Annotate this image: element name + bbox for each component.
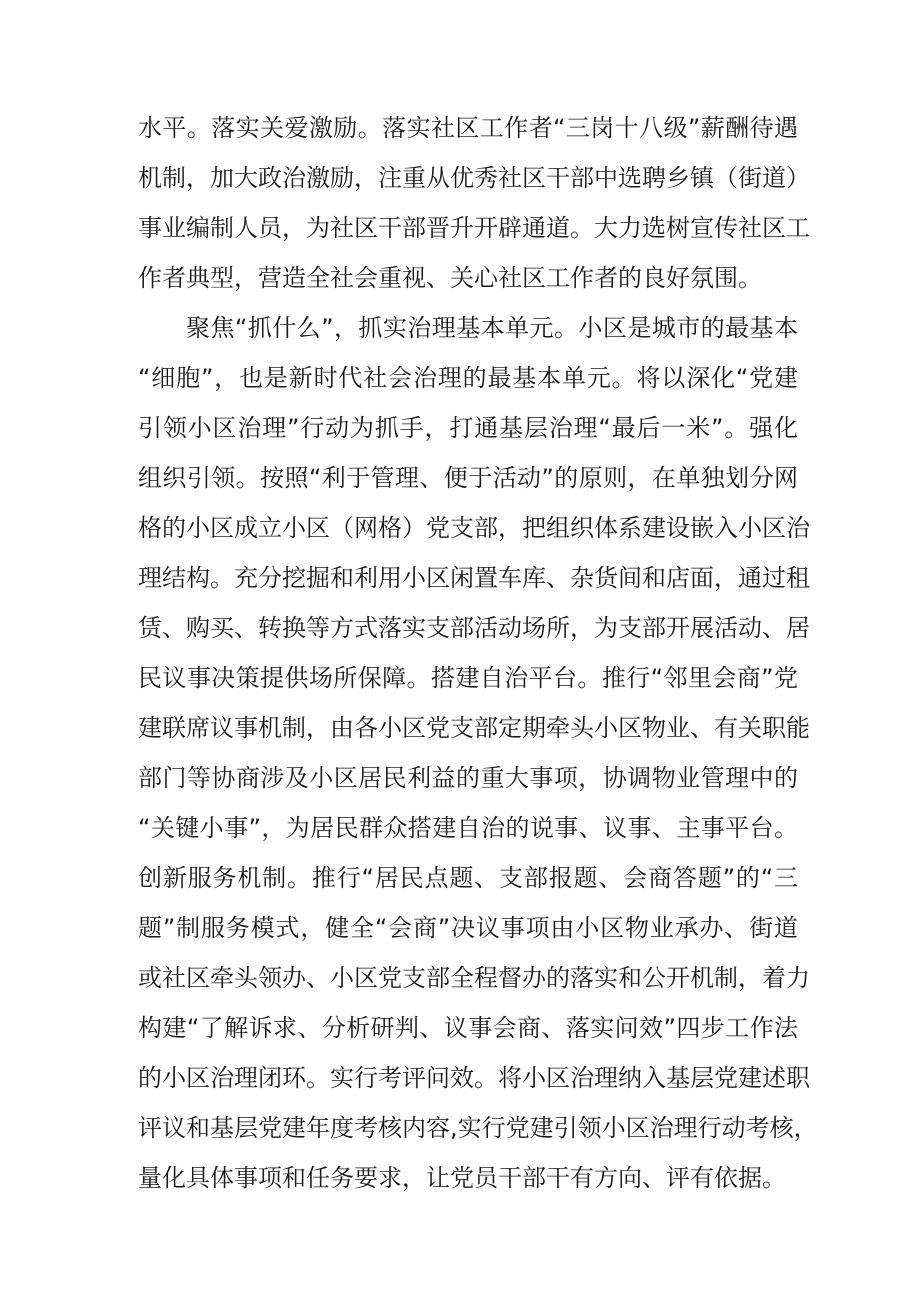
text-line: “细胞”，也是新时代社会治理的最基本单元。将以深化“党建 — [138, 364, 798, 392]
paragraph-first-line: 聚焦“抓什么”，抓实治理基本单元。小区是城市的最基本 — [186, 314, 798, 342]
text-line: 或社区牵头领办、小区党支部全程督办的落实和公开机制，着力 — [138, 964, 810, 992]
text-line: 理结构。充分挖掘和利用小区闲置车库、杂货间和店面，通过租 — [138, 564, 810, 592]
text-line: 部门等协商涉及小区居民利益的重大事项，协调物业管理中的 — [138, 764, 798, 792]
text-line: 赁、购买、转换等方式落实支部活动场所，为支部开展活动、居 — [138, 614, 810, 642]
text-line: 作者典型，营造全社会重视、关心社区工作者的良好氛围。 — [138, 264, 762, 292]
text-line: 建联席议事机制，由各小区党支部定期牵头小区物业、有关职能 — [138, 714, 810, 742]
text-line: 的小区治理闭环。实行考评问效。将小区治理纳入基层党建述职 — [138, 1064, 810, 1092]
text-line: 组织引领。按照“利于管理、便于活动”的原则，在单独划分网 — [138, 464, 798, 492]
text-line: 题”制服务模式，健全“会商”决议事项由小区物业承办、街道 — [138, 914, 798, 942]
text-line: 创新服务机制。推行“居民点题、支部报题、会商答题”的“三 — [138, 864, 798, 892]
text-line: 量化具体事项和任务要求，让党员干部干有方向、评有依据。 — [138, 1164, 786, 1192]
text-line: 水平。落实关爱激励。落实社区工作者“三岗十八级”薪酬待遇 — [138, 114, 798, 142]
text-line: 引领小区治理”行动为抓手，打通基层治理“最后一米”。强化 — [138, 414, 798, 442]
text-line: “关键小事”，为居民群众搭建自治的说事、议事、主事平台。 — [138, 814, 798, 842]
text-line: 格的小区成立小区（网格）党支部，把组织体系建设嵌入小区治 — [138, 514, 810, 542]
text-line: 民议事决策提供场所保障。搭建自治平台。推行“邻里会商”党 — [138, 664, 798, 692]
text-line: 评议和基层党建年度考核内容,实行党建引领小区治理行动考核， — [138, 1114, 818, 1142]
text-line: 事业编制人员，为社区干部晋升开辟通道。大力选树宣传社区工 — [138, 214, 810, 242]
text-line: 构建“了解诉求、分析研判、议事会商、落实问效”四步工作法 — [138, 1014, 798, 1042]
text-line: 机制，加大政治激励，注重从优秀社区干部中选聘乡镇（街道） — [138, 164, 810, 192]
